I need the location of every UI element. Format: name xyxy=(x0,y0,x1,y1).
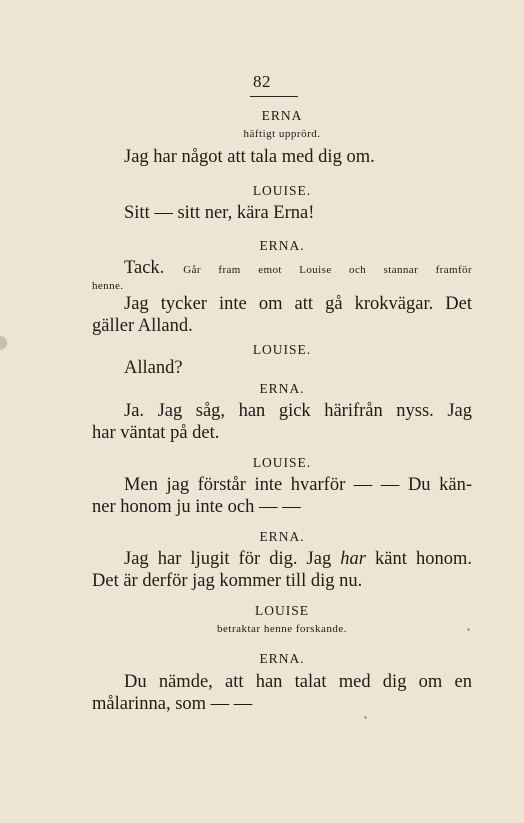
dialogue-line: har väntat på det. xyxy=(92,423,220,443)
speaker-label: ERNA xyxy=(261,108,303,123)
dialogue-line: Jag tycker inte om att gå krokvägar. Det xyxy=(124,294,472,314)
speaker-label: LOUISE. xyxy=(252,183,312,198)
dialogue-line: Alland? xyxy=(124,358,183,378)
dialogue-line: Ja. Jag såg, han gick härifrån nyss. Jag xyxy=(124,401,472,421)
speaker-label: ERNA. xyxy=(259,238,305,253)
dialogue-line: Det är derför jag kommer till dig nu. xyxy=(92,571,363,591)
dialogue-line: Men jag förstår inte hvarför — — Du kän- xyxy=(124,475,472,495)
dialogue-text: Tack. xyxy=(124,258,165,278)
speaker-label: LOUISE xyxy=(255,603,309,618)
emphasized-word: har xyxy=(340,549,366,569)
stage-direction-continued: henne. xyxy=(92,280,124,292)
dialogue-line: Sitt — sitt ner, kära Erna! xyxy=(124,203,315,223)
stage-direction: betraktar henne forskande. xyxy=(217,623,347,635)
dialogue-line: Du nämde, att han talat med dig om en xyxy=(124,672,472,692)
speaker-label: LOUISE. xyxy=(252,342,312,357)
speaker-label: ERNA. xyxy=(259,529,305,544)
page-number: 82 xyxy=(253,72,271,91)
dialogue-line: Jag har något att tala med dig om. xyxy=(124,147,375,167)
dialogue-line: gäller Alland. xyxy=(92,316,193,336)
speaker-label: LOUISE. xyxy=(252,455,312,470)
dialogue-text: känt honom. xyxy=(365,549,472,569)
dialogue-line xyxy=(92,548,472,570)
stage-direction: häftigt upprörd. xyxy=(243,128,321,140)
speaker-label: ERNA. xyxy=(259,651,305,666)
dialogue-line: ner honom ju inte och — — xyxy=(92,497,301,517)
page-number-rule xyxy=(250,96,298,97)
page-edge-mark xyxy=(0,336,7,350)
dialogue-text: Jag har ljugit för dig. Jag xyxy=(124,549,341,569)
speaker-label: ERNA. xyxy=(259,381,305,396)
dialogue-line: målarinna, som — — xyxy=(92,694,253,714)
speck xyxy=(364,716,367,719)
dialogue-line xyxy=(92,257,472,281)
stage-direction-inline: Går fram emot Louise och stannar framför xyxy=(183,264,472,276)
